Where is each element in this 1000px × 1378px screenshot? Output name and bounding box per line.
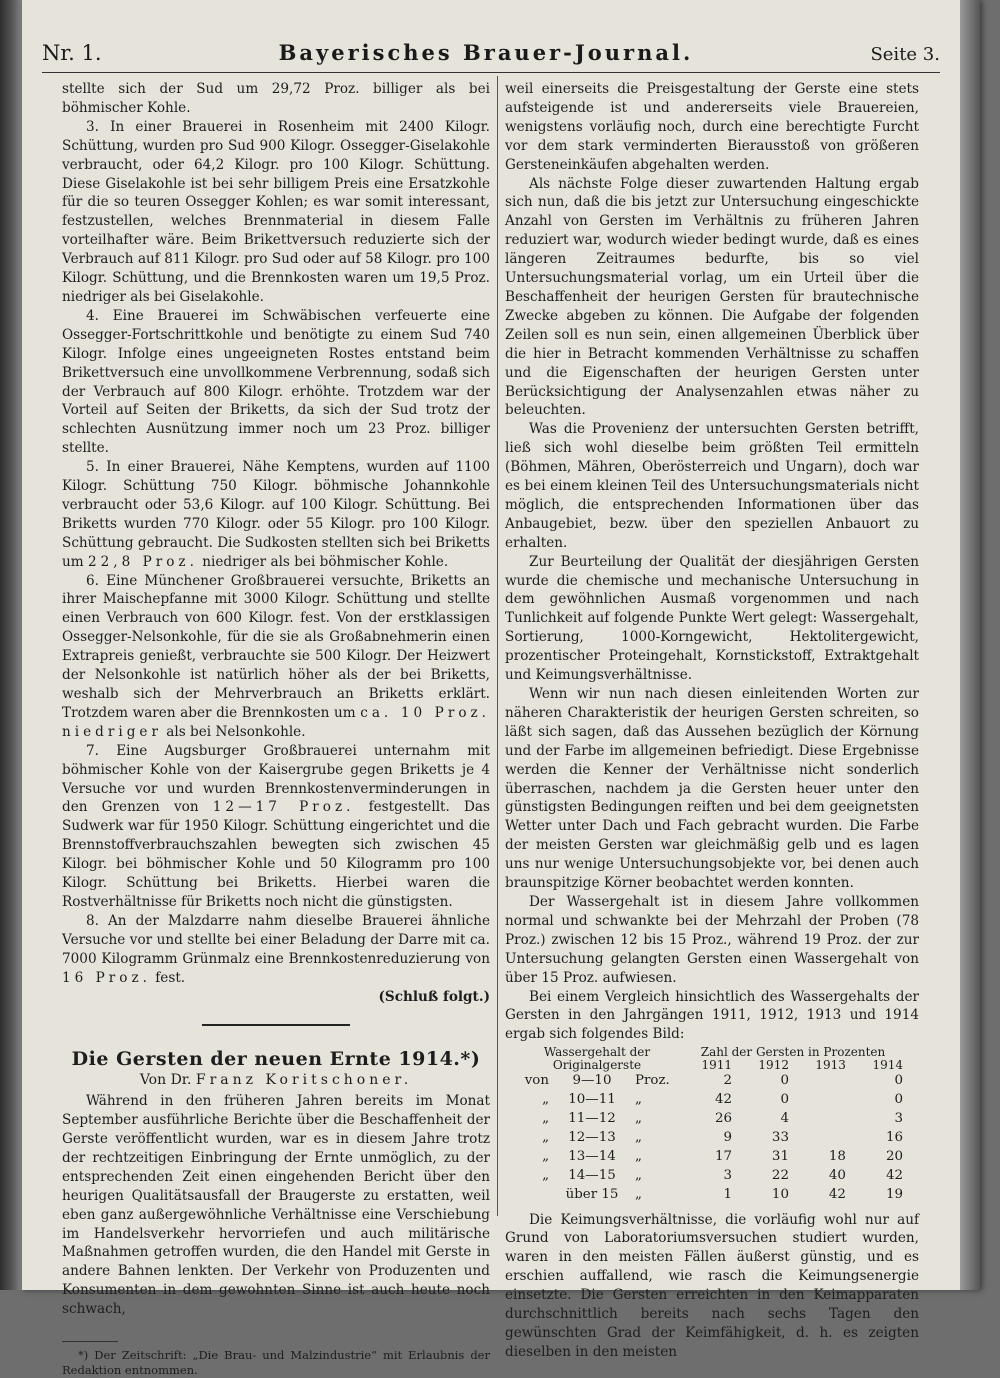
row-unit: „ <box>635 1092 642 1108</box>
page-number: Seite 3. <box>870 44 940 65</box>
book-binding <box>0 0 22 1290</box>
page-header <box>42 40 940 70</box>
spaced-text: 22,8 Proz. <box>87 553 198 570</box>
footnote: *) Der Zeitschrift: „Die Brau- und Malzindustrie“ mit Erlaubnis der Redaktion entnommen. <box>62 1348 490 1378</box>
year-header: 1912 <box>758 1058 789 1073</box>
footnote-rule <box>62 1341 118 1342</box>
left-column <box>62 80 490 1378</box>
byline: Von Dr. Franz Koritschoner. <box>139 1072 413 1089</box>
row-unit: „ <box>635 1186 642 1202</box>
cell-1911: 9 <box>723 1129 732 1145</box>
paragraph: Bei einem Vergleich hinsichtlich des Wassergehalts der Gersten in den Jahrgängen 1911, 1912, 1913 und 1914 ergab sich folgendes Bild: <box>505 988 919 1043</box>
row-range: 10—11 <box>568 1092 616 1108</box>
table-row <box>515 1129 907 1148</box>
paragraph: 3. In einer Brauerei in Rosenheim mit 2400 Kilogr. Schüttung, wurden pro Sud 900 Kilogr. Ossegger-Giselakohle verbraucht, oder 64,2 Kilogr. pro 100 Kilogr. Schüttung. Diese Giselakohle ist bei sehr billigem Preis eine Ersatzkohle für die so teuren Ossegger Kohlen; es war somit interessant, festzustellen, welches Brennmaterial in diesem Falle vorteilhafter wäre. Beim Brikettversuch reduzierte sich der Verbrauch auf 811 Kilogr. pro Sud oder auf 58 Kilogr. pro 100 Kilogr. Schüttung, und die Brennkosten waren um 19,5 Proz. niedriger als bei Giselakohle. <box>62 118 490 305</box>
row-range: über 15 <box>565 1186 619 1202</box>
cell-1912: 4 <box>780 1111 789 1127</box>
cell-1913: 18 <box>828 1148 846 1164</box>
row-prefix: von <box>524 1073 549 1089</box>
cell-1912: 0 <box>780 1092 789 1108</box>
paragraph: 5. In einer Brauerei, Nähe Kemptens, wurden auf 1100 Kilogr. Schüttung 750 Kilogr. böhmische Johannkohle verbraucht oder 53,6 Kilogr. auf 100 Kilogr. Schüttung. Bei Briketts wurden 770 Kilogr. oder 55 Kilogr. pro 100 Kilogr. Schüttung gebraucht. Die Sudkosten stellten sich bei Briketts um 22,8 Proz. niedriger als bei böhmischer Kohle. <box>62 459 490 570</box>
table-row <box>515 1110 907 1129</box>
cell-1913 <box>793 1110 850 1129</box>
table-body <box>515 1072 907 1204</box>
article-title: Die Gersten der neuen Ernte 1914.*) <box>71 1048 481 1071</box>
cell-1912: 0 <box>780 1073 789 1089</box>
issue-number: Nr. 1. <box>42 41 102 65</box>
page-edge <box>960 0 980 1290</box>
column-divider <box>497 76 498 1216</box>
row-unit: „ <box>635 1129 642 1145</box>
paragraph: 4. Eine Brauerei im Schwäbischen verfeuerte eine Ossegger-Fortschrittkohle und benötigte zu einem Sud 740 Kilogr. Infolge eines ungeeigneten Rostes entstand beim Brikettversuch eine unvollkommene Verbrennung, sodaß sich der Verbrauch auf 800 Kilogr. erhöhte. Trotzdem war der Vorteil auf Seiten der Briketts, da sich der Sud trotz der schlechten Ausnützung immer noch um 23 Proz. billiger stellte. <box>62 307 490 457</box>
cell-1911: 3 <box>723 1167 732 1183</box>
year-header: 1911 <box>701 1058 732 1073</box>
spaced-text: 16 Proz. <box>62 969 151 986</box>
cell-1912: 33 <box>771 1129 789 1145</box>
paragraph: 7. Eine Augsburger Großbrauerei unternahm mit böhmischer Kohle von der Kaisergrube gegen Briketts je 4 Versuche vor und wurden Brennkostenverminderungen in den Grenzen von 12—17 Proz. festgestellt. Das Sudwerk war für 1950 Kilogr. Schüttung eingerichtet und die Brennstoffverbrauchszahlen bewegten sich zwischen 45 Kilogr. bei böhmischer Kohle und 50 Kilogramm pro 100 Kilogr. Schüttung bei Briketts. Hierbei waren die Rostverhältnisse für Briketts noch nicht die günstigsten. <box>62 742 490 910</box>
table-row <box>515 1072 907 1091</box>
cell-1911: 2 <box>723 1073 732 1089</box>
row-range: 9—10 <box>572 1073 612 1089</box>
row-prefix <box>515 1186 553 1205</box>
cell-1914: 0 <box>894 1092 903 1108</box>
cell-1914: 19 <box>885 1186 903 1202</box>
closing-note: (Schluß folgt.) <box>378 988 490 1005</box>
row-unit: „ <box>635 1111 642 1127</box>
cell-1914: 42 <box>885 1167 903 1183</box>
paragraph: 8. An der Malzdarre nahm dieselbe Brauerei ähnliche Versuche vor und stellte bei einer Beladung der Darre mit ca. 7000 Kilogramm Grünmalz eine Brennkostenreduzierung von 16 Proz. fest. <box>62 912 490 986</box>
table-row <box>515 1091 907 1110</box>
row-prefix: „ <box>542 1167 549 1183</box>
row-prefix: „ <box>542 1092 549 1108</box>
table-header-right: Zahl der Gersten in Prozenten <box>700 1045 886 1060</box>
row-range: 12—13 <box>568 1129 616 1145</box>
cell-1914: 3 <box>894 1111 903 1127</box>
paragraph: Zur Beurteilung der Qualität der diesjährigen Gersten wurde die chemische und mechanische Untersuchung in dem gewöhnlichen Ausmaß vorgenommen und nach Tunlichkeit auf folgende Punkte Wert gelegt: Wassergehalt, Sortierung, 1000-Korngewicht, Hektolitergewicht, prozentischer Proteingehalt, Kornstickstoff, Extraktgehalt und Keimungsverhältnisse. <box>505 553 919 684</box>
cell-1911: 42 <box>714 1092 732 1108</box>
cell-1913: 40 <box>828 1167 846 1183</box>
paragraph: 6. Eine Münchener Großbrauerei versuchte, Briketts an ihrer Maischepfanne mit 3000 Kilogr. Schüttung und stellte einen Verbrauch von 600 Kilogr. fest. Von der erstklassigen Ossegger-Nelsonkohle, für die sie als Großabnehmerin einen Extrapreis genießt, verbrauchte sie 500 Kilogr. Der Heizwert der Nelsonkohle ist natürlich höher als der bei Briketts, weshalb sich der Mehrverbrauch an Briketts erklärt. Trotzdem waren aber die Brennkosten um ca. 10 Proz. niedriger als bei Nelsonkohle. <box>62 572 490 740</box>
row-range: 13—14 <box>568 1148 616 1164</box>
table-row <box>515 1186 907 1205</box>
paragraph: weil einerseits die Preisgestaltung der Gerste eine stets aufsteigende ist und andererseits viele Brauereien, wenigstens vorläufig noch, durch eine berechtigte Furcht vor dem stark verminderten Bierausstoß von größeren Gersteneinkäufen abgehalten werden. <box>505 81 919 173</box>
cell-1912: 10 <box>771 1186 789 1202</box>
cell-1913 <box>793 1072 850 1091</box>
section-rule <box>202 1024 350 1026</box>
table-row <box>515 1167 907 1186</box>
paragraph: Die Keimungsverhältnisse, die vorläufig wohl nur auf Grund von Laboratoriumsversuchen studiert wurden, waren in den meisten Fällen äußerst günstig, und es erschien auffallend, wie rasch die Keimungsenergie einsetzte. Die Gersten erreichten in den Keimapparaten durchschnittlich bereits nach sechs Tagen den gewünschten Grad der Keimfähigkeit, d. h. es zeigten dieselben in den meisten <box>505 1211 919 1360</box>
header-rule <box>42 72 940 73</box>
cell-1914: 0 <box>894 1073 903 1089</box>
table-header-left: Wassergehalt der <box>543 1045 651 1060</box>
row-prefix: „ <box>542 1111 549 1127</box>
paragraph: Während in den früheren Jahren bereits im Monat September ausführliche Berichte über die Beschaffenheit der Gerste veröffentlicht wurden, war es in diesem Jahre trotz der rechtzeitigen Einbringung der Ernte unmöglich, zu der entsprechenden Zeit einen eingehenden Bericht über den heurigen Qualitätsausfall der Braugerste zu erstatten, weil eben ganz außergewöhnliche Verhältnisse eine Verschiebung im Handelsverkehr hervorriefen und auch militärische Maßnahmen getroffen wurden, die den Handel mit Gerste in andere Bahnen lenkten. Der Verkehr von Produzenten und Konsumenten in dem gewohnten Sinne ist auch heute noch schwach, <box>62 1093 490 1318</box>
cell-1912: 31 <box>771 1148 789 1164</box>
row-range: 14—15 <box>568 1167 616 1183</box>
cell-1913: 42 <box>828 1186 846 1202</box>
cell-1913 <box>793 1091 850 1110</box>
cell-1914: 16 <box>885 1129 903 1145</box>
spaced-text: ca. 10 Proz. niedriger <box>62 704 490 740</box>
row-unit: „ <box>635 1167 642 1183</box>
cell-1914: 20 <box>885 1148 903 1164</box>
row-prefix: „ <box>542 1129 549 1145</box>
cell-1912: 22 <box>771 1167 789 1183</box>
spaced-text: 12—17 Proz. <box>212 799 355 816</box>
paragraph: stellte sich der Sud um 29,72 Proz. billiger als bei böhmischer Kohle. <box>62 81 490 116</box>
cell-1911: 26 <box>714 1111 732 1127</box>
year-header: 1913 <box>815 1058 846 1073</box>
paragraph: Der Wassergehalt ist in diesem Jahre vollkommen normal und schwankte bei der Mehrzahl der Proben (78 Proz.) zwischen 12 bis 15 Proz., während 19 Proz. der zur Untersuchung gelangten Gersten einen Wassergehalt von über 15 Proz. aufwiesen. <box>505 893 919 986</box>
row-unit: „ <box>635 1148 642 1164</box>
journal-title: Bayerisches Brauer-Journal. <box>278 40 694 65</box>
year-header: 1914 <box>872 1058 903 1073</box>
water-content-table <box>515 1046 907 1204</box>
table-header-left-2: Originalgerste <box>552 1058 642 1073</box>
paragraph: Wenn wir nun nach diesen einleitenden Worten zur näheren Charakteristik der heurigen Gersten schreiten, so läßt sich sagen, daß das Aussehen bezüglich der Körnung und der Farbe im allgemeinen befriedigt. Diese Ergebnisse werden die Kenner der Verhältnisse nicht sonderlich überraschen, nachdem ja die Gersten heuer unter den günstigsten Bedingungen reiften und bei dem geeignetsten Wetter unter Dach und Fach gebracht wurden. Die Farbe der meisten Gersten war gleichmäßig gelb und es lagen uns nur wenige Untersuchungsobjekte vor, bei denen auch braunspitzige Körner beobachtet werden konnten. <box>505 686 919 892</box>
paragraph: Als nächste Folge dieser zuwartenden Haltung ergab sich nun, daß die bis jetzt zur Untersuchung eingeschickte Anzahl von Gersten im Verhältnis zu früheren Jahren reduziert war, wodurch wieder bedingt wurde, daß es eines längeren Zeitraumes bedurfte, bis so viel Untersuchungsmaterial vorlag, um ein Urteil über die Beschaffenheit der heurigen Gersten für brautechnische Zwecke abgeben zu können. Die Aufgabe der folgenden Zeilen soll es nun sein, einen allgemeinen Überblick über die hier in Betracht kommenden Verhältnisse zu schaffen und die Eigenschaften der heurigen Gersten unter Berücksichtigung der Analysenzahlen etwas näher zu beleuchten. <box>505 175 919 419</box>
right-column <box>505 80 919 1362</box>
paragraph: Was die Provenienz der untersuchten Gersten betrifft, ließ sich wohl dieselbe beim größten Teil ermitteln (Böhmen, Mähren, Oberösterreich und Ungarn), doch war es bei einem kleinen Teil des Untersuchungsmaterials nicht möglich, die entsprechenden Informationen über das Anbaugebiet, bezw. über den speziellen Anbauort zu erhalten. <box>505 421 919 551</box>
row-range: 11—12 <box>568 1111 616 1127</box>
cell-1911: 17 <box>714 1148 732 1164</box>
row-prefix: „ <box>542 1148 549 1164</box>
cell-1913 <box>793 1129 850 1148</box>
table-row <box>515 1148 907 1167</box>
row-unit: Proz. <box>635 1073 670 1089</box>
cell-1911: 1 <box>723 1186 732 1202</box>
